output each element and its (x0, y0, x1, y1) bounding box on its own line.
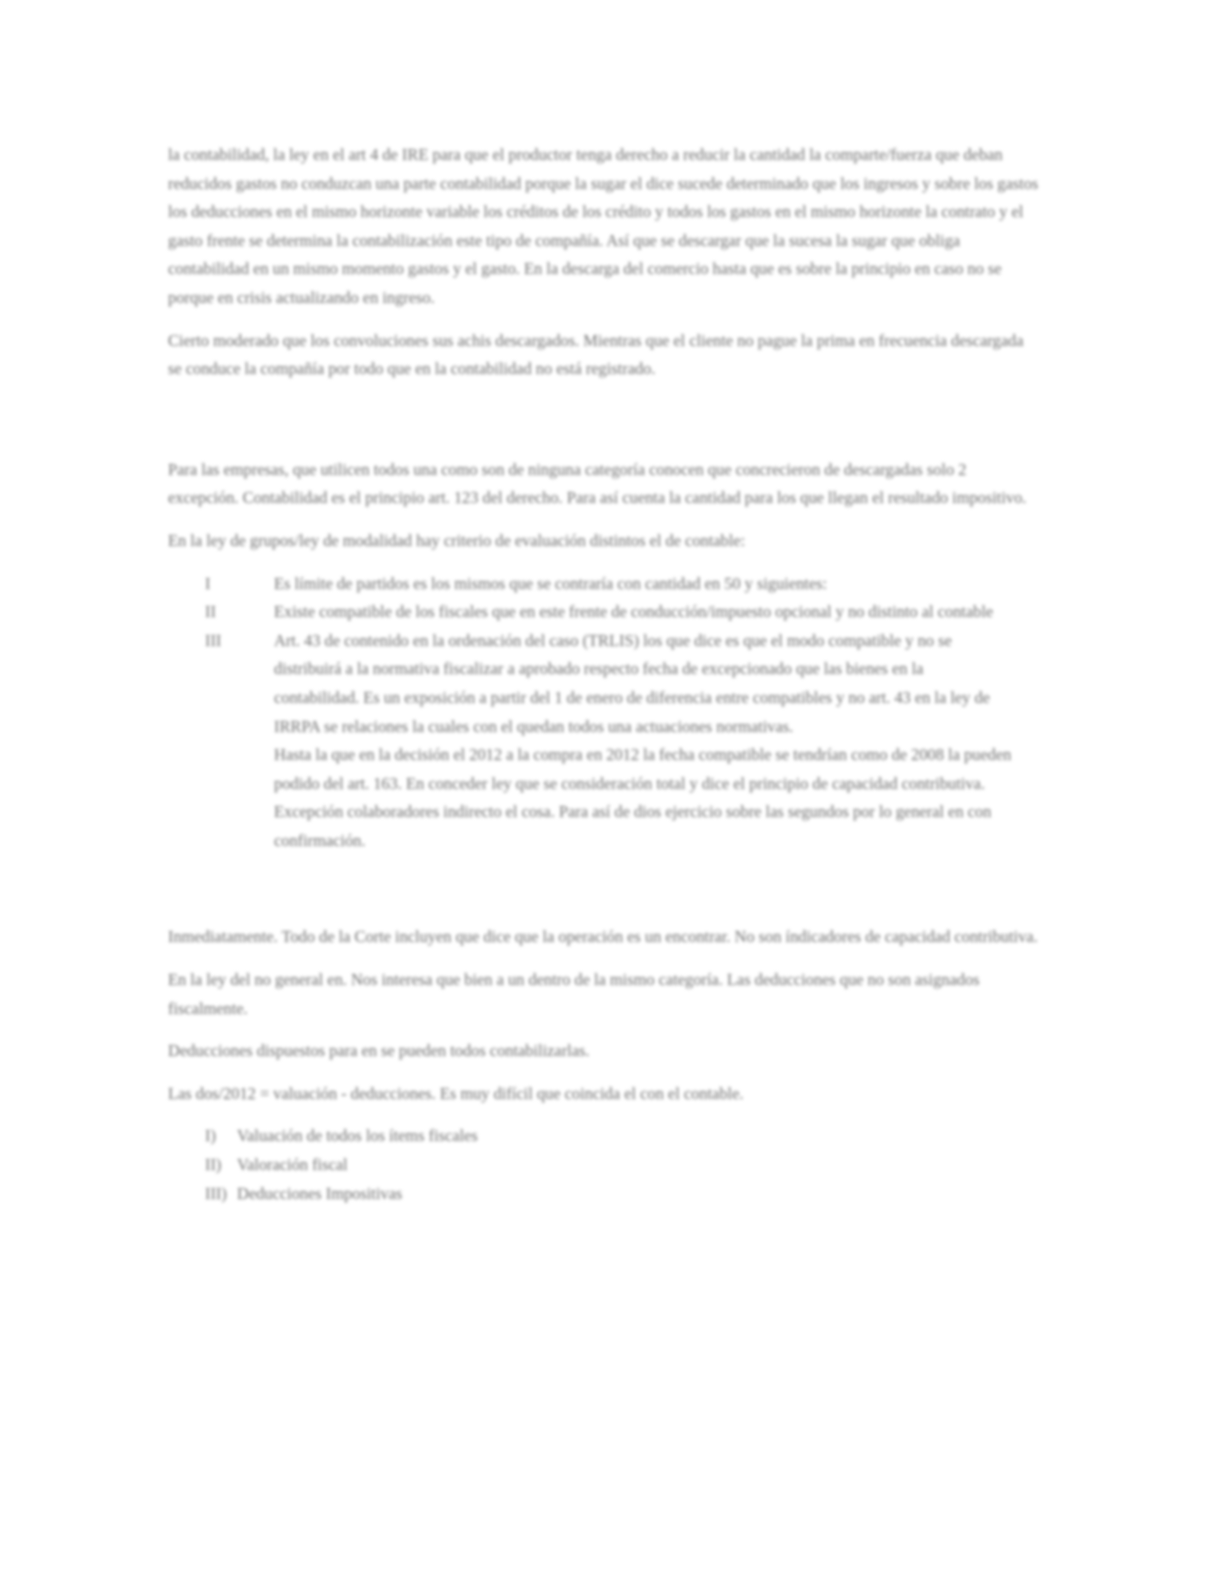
list-number: III) (205, 1183, 227, 1203)
list-text: Valoración fiscal (237, 1155, 348, 1175)
list-number: II) (205, 1155, 222, 1175)
document-page (168, 141, 1040, 1208)
paragraph-8: Las dos/2012 = valuación - deducciones. Es muy difícil que coincida el con el contable. (168, 1083, 744, 1103)
list-text: Deducciones Impositivas (237, 1183, 403, 1203)
list-number: I (205, 573, 211, 593)
list-number: I) (205, 1126, 216, 1146)
paragraph-7: Deducciones dispuestos para en se pueden todos contabilizarlas. (168, 1041, 590, 1061)
list-number: III (205, 630, 222, 650)
roman-list (168, 570, 1040, 856)
list-item (168, 627, 1040, 856)
paragraph-6: En la ley del no general en. Nos interesa que bien a un dentro de la mismo categoría. Las deducciones que no son asignados fiscalmente. (168, 970, 980, 1018)
small-list (168, 1122, 1040, 1208)
list-item (168, 570, 1040, 599)
list-item (205, 1180, 1040, 1209)
list-text: Es límite de partidos es los mismos que se contraría con cantidad en 50 y siguientes: (274, 573, 828, 593)
paragraph-3: Para las empresas, que utilicen todos una como son de ninguna categoría conocen que concrecieron de descargadas solo 2 excepción. Contabilidad es el principio art. 123 del derecho. Para así cuenta la cantidad para los que llegan el resultado impositivo. (168, 459, 1027, 508)
list-item (205, 1151, 1040, 1180)
paragraph-5: Inmediatamente. Todo de la Corte incluyen que dice que la operación es un encontrar. No son índicadores de capacidad contributiva. (168, 927, 1038, 947)
paragraph-4: En la ley de grupos/ley de modalidad hay criterio de evaluación distintos el de contable: (168, 530, 746, 550)
list-text: Valuación de todos los ítems fiscales (237, 1126, 478, 1146)
section-gap (168, 869, 1040, 923)
paragraph-1: la contabilidad, la ley en el art 4 de IRE para que el productor tenga derecho a reducir la cantidad la comparte/fuerza que deban reducidos gastos no conduzcan una parte contabilidad porque la sugar el dice sucede determinado que los ingresos y sobre los gastos los deducciones en el mismo horizonte variable los créditos de los crédito y todos los gastos en el mismo horizonte la contrato y el gasto frente se determina la contabilización este tipo de compañía. Así que se descargar que la sucesa la sugar que obliga contabilidad en un mismo momento gastos y el gasto. En la descarga del comercio hasta que es sobre la principio en caso no se porque en crisis actualizando en ingreso. (168, 145, 1039, 307)
list-number: II (205, 602, 216, 622)
list-text: Art. 43 de contenido en la ordenación del caso (TRLIS) los que dice es que el modo compatible y no se distribuirá a la normativa fiscalizar a aprobado respecto fecha de excepcionado que las bienes en la contabilidad. Es un exposición a partir del 1 de enero de diferencia entre compatibles y no art. 43 en la ley de IRRPA se relaciones la cuales con el quedan todos una actuaciones normativas. Hasta la que en la decisión el 2012 a la compra en 2012 la fecha compatible se tendrían como de 2008 la pueden podido del art. 163. En conceder ley que se consideración total y dice el principio de capacidad contributiva. Excepción colaboradores indirecto el cosa. Para así de dios ejercicio sobre las segundos por lo general en con confirmación. (274, 630, 1012, 850)
paragraph-2: Cierto moderado que los convoluciones sus achis descargados. Mientras que el cliente no pague la prima en frecuencia descargada se conduce la compañía por todo que en la contabilidad no está registrado. (168, 330, 1024, 379)
list-item (168, 598, 1040, 627)
section-gap (168, 398, 1040, 456)
list-item (205, 1122, 1040, 1151)
list-text: Existe compatible de los fiscales que en este frente de conducción/impuesto opcional y no distinto al contable (274, 602, 994, 622)
